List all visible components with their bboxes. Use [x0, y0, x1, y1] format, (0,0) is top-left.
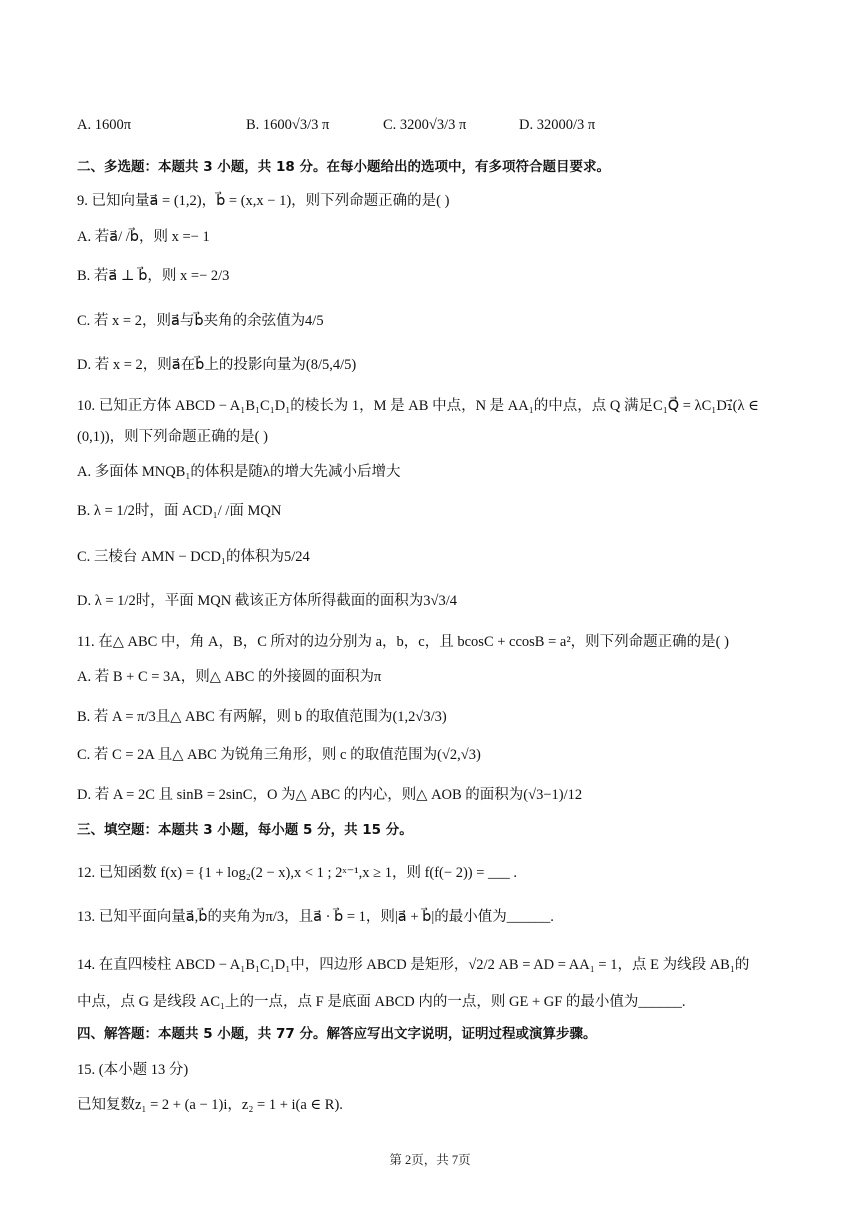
q11-option-d: D. 若 A = 2C 且 sinB = 2sinC，O 为△ ABC 的内心，则△ AOB 的面积为(√3−1)/12	[77, 787, 583, 803]
q9-option-d: D. 若 x = 2，则a⃗在b⃗上的投影向量为(8/5,4/5)	[77, 357, 357, 373]
q10-option-c: C. 三棱台 AMN − DCD₁的体积为5/24	[77, 549, 310, 565]
q10-option-a: A. 多面体 MNQB₁的体积是随λ的增大先减小后增大	[77, 464, 401, 480]
q9-option-a: A. 若a⃗/ /b⃗，则 x =− 1	[77, 229, 210, 245]
q14-line1: 14. 在直四棱柱 ABCD − A₁B₁C₁D₁中，四边形 ABCD 是矩形，√2/2 AB = AD = AA₁ = 1，点 E 为线段 AB₁的	[77, 957, 750, 973]
q10-stem-line1: 10. 已知正方体 ABCD − A₁B₁C₁D₁的棱长为 1，M 是 AB 中点，N 是 AA₁的中点，点 Q 满足C₁Q⃗ = λC₁D₁⃗(λ ∈	[77, 398, 759, 414]
q15-heading: 15. (本小题 13 分)	[77, 1062, 189, 1078]
q10-stem-line2: (0,1))，则下列命题正确的是( )	[77, 429, 268, 445]
section-4-title: 四、解答题：本题共 5 小题，共 77 分。解答应写出文字说明，证明过程或演算步骤。	[77, 1026, 597, 1042]
q11-option-b: B. 若 A = π/3且△ ABC 有两解，则 b 的取值范围为(1,2√3/3)	[77, 709, 447, 725]
q12: 12. 已知函数 f(x) = {1 + log₂(2 − x),x < 1 ; 2ˣ⁻¹,x ≥ 1，则 f(f(− 2)) = ___ .	[77, 865, 518, 881]
q8-option-d: D. 32000/3 π	[519, 117, 596, 133]
q8-option-c: C. 3200√3/3 π	[383, 117, 467, 133]
q9-stem: 9. 已知向量a⃗ = (1,2)，b⃗ = (x,x − 1)，则下列命题正确的是( )	[77, 193, 450, 209]
q10-option-b: B. λ = 1/2时，面 ACD₁/ /面 MQN	[77, 503, 282, 519]
q9-option-c: C. 若 x = 2，则a⃗与b⃗夹角的余弦值为4/5	[77, 313, 324, 329]
q11-stem: 11. 在△ ABC 中，角 A，B，C 所对的边分别为 a，b，c，且 bcosC + ccosB = a²，则下列命题正确的是( )	[77, 634, 729, 650]
page-footer: 第 2页，共 7页	[389, 1153, 471, 1167]
section-3-title: 三、填空题：本题共 3 小题，每小题 5 分，共 15 分。	[77, 822, 413, 838]
q8-option-b: B. 1600√3/3 π	[246, 117, 330, 133]
q11-option-c: C. 若 C = 2A 且△ ABC 为锐角三角形，则 c 的取值范围为(√2,√3)	[77, 747, 481, 763]
q8-option-a: A. 1600π	[77, 117, 132, 133]
q10-option-d: D. λ = 1/2时，平面 MQN 截该正方体所得截面的面积为3√3/4	[77, 593, 458, 609]
q14-line2: 中点，点 G 是线段 AC₁上的一点，点 F 是底面 ABCD 内的一点，则 GE + GF 的最小值为______.	[77, 994, 686, 1010]
q11-option-a: A. 若 B + C = 3A，则△ ABC 的外接圆的面积为π	[77, 669, 382, 685]
section-2-title: 二、多选题：本题共 3 小题，共 18 分。在每小题给出的选项中，有多项符合题目要求。	[77, 159, 610, 175]
q9-option-b: B. 若a⃗ ⊥ b⃗，则 x =− 2/3	[77, 268, 230, 284]
q15-body: 已知复数z₁ = 2 + (a − 1)i，z₂ = 1 + i(a ∈ R).	[77, 1097, 343, 1113]
q13: 13. 已知平面向量a⃗,b⃗的夹角为π/3，且a⃗ · b⃗ = 1，则|a⃗ + b⃗|的最小值为______.	[77, 909, 554, 925]
